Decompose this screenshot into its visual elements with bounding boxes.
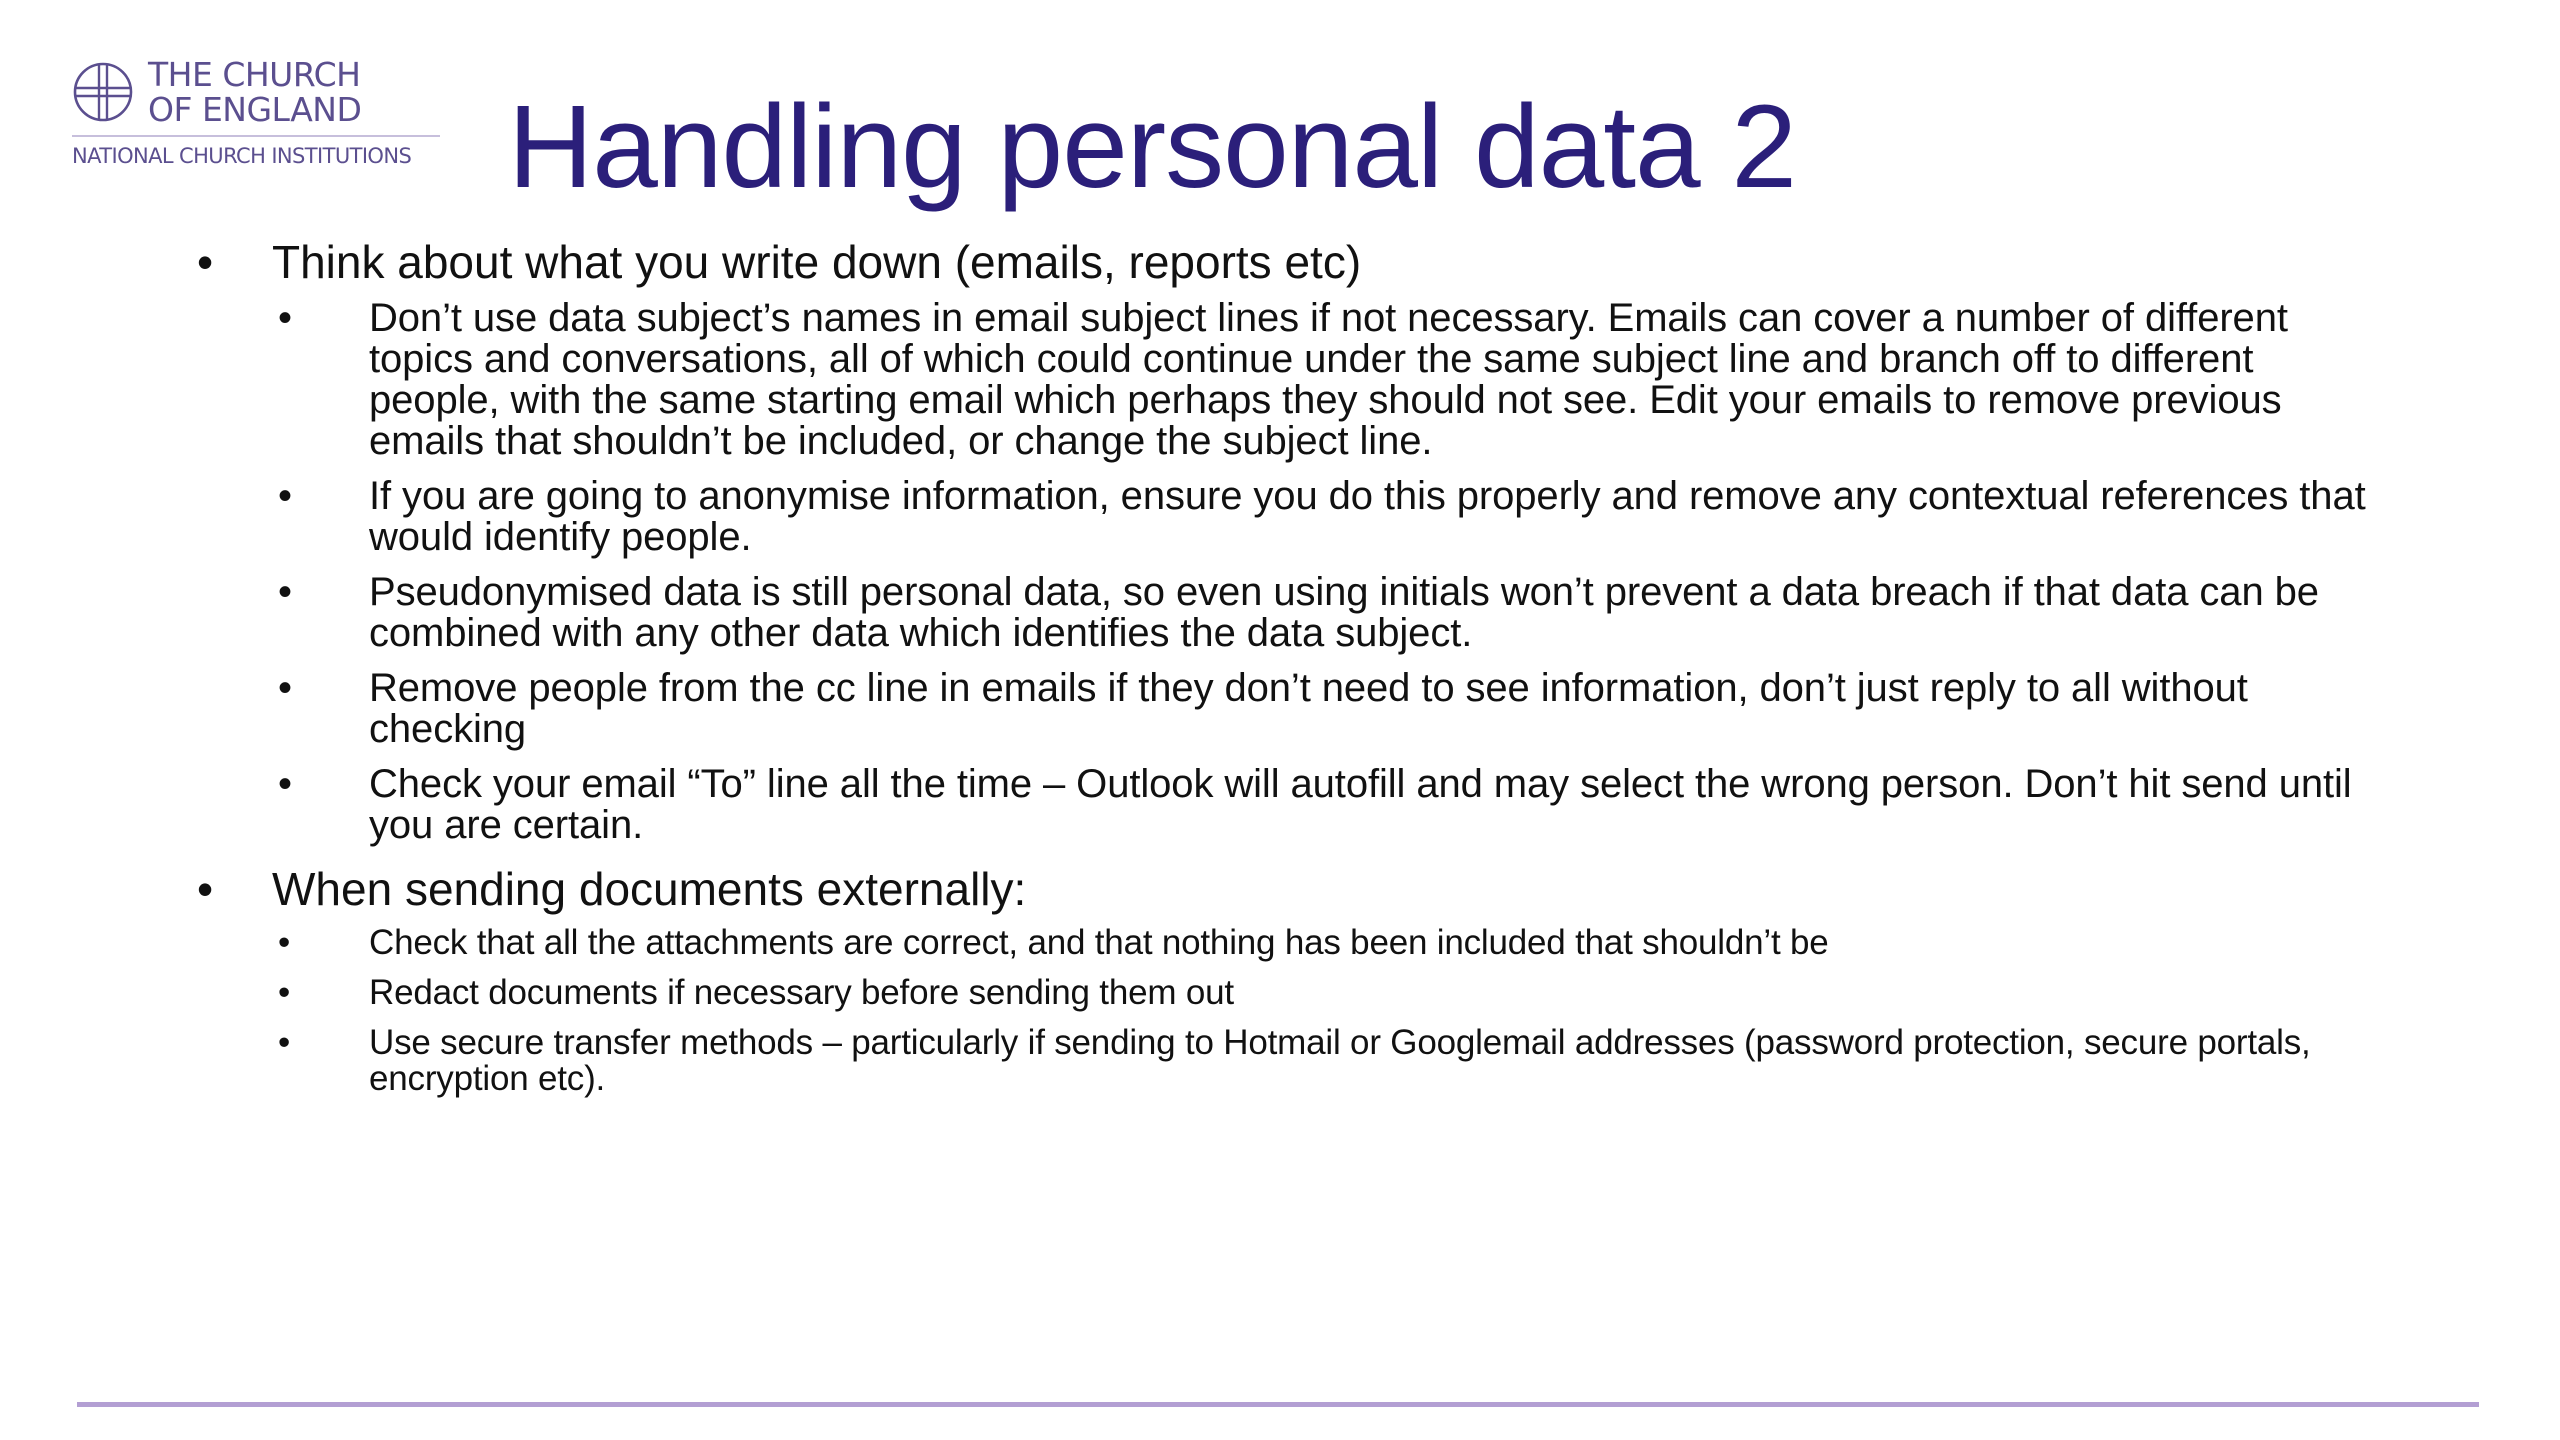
sub-bullet-item <box>272 1025 2390 1097</box>
bullet-dot-icon: • <box>278 923 291 962</box>
sub-bullet-item <box>272 975 2390 1011</box>
sub-bullet-text: Pseudonymised data is still personal data, so even using initials won’t prevent a data breach if that data can be combined with any other data which identifies the data subject. <box>369 570 2319 655</box>
bullet-dot-icon: • <box>278 474 292 518</box>
sub-bullet-text: Use secure transfer methods – particularly if sending to Hotmail or Googlemail addresses (password protection, secure portals, encryption etc). <box>369 1023 2311 1098</box>
sub-bullet-item <box>272 668 2390 750</box>
logo-text-line1: THE CHURCH <box>148 55 361 94</box>
sub-bullet-text: Check your email “To” line all the time – Outlook will autofill and may select the wrong person. Don’t hit send until you are certain. <box>369 762 2352 847</box>
sub-bullet-text: If you are going to anonymise information, ensure you do this properly and remove any contextual references that would identify people. <box>369 474 2366 559</box>
bullet-dot-icon: • <box>278 666 292 710</box>
sub-bullet-list <box>272 298 2390 846</box>
sub-bullet-text: Redact documents if necessary before sending them out <box>369 973 1234 1012</box>
bullet-text: When sending documents externally: <box>272 863 1027 915</box>
logo-subtitle: NATIONAL CHURCH INSTITUTIONS <box>72 144 412 168</box>
footer-accent-rule <box>77 1402 2479 1407</box>
sub-bullet-item <box>272 476 2390 558</box>
bullet-dot-icon: • <box>197 863 214 915</box>
sub-bullet-text: Don’t use data subject’s names in email subject lines if not necessary. Emails can cover a number of different topics and conversations, all of which could continue under the same subject line and branch off to different people, with the same starting email which perhaps they should not see. Edit your emails to remove previous emails that shouldn’t be included, or change the subject line. <box>369 296 2288 463</box>
bullet-list <box>190 237 2390 1097</box>
sub-bullet-item <box>272 764 2390 846</box>
sub-bullet-item <box>272 925 2390 961</box>
sub-bullet-item <box>272 298 2390 462</box>
church-of-england-logo <box>72 55 452 178</box>
sub-bullet-text: Check that all the attachments are correct, and that nothing has been included that shouldn’t be <box>369 923 1829 962</box>
bullet-item <box>190 864 2390 1097</box>
sub-bullet-text: Remove people from the cc line in emails if they don’t need to see information, don’t just reply to all without checking <box>369 666 2248 751</box>
slide-content <box>190 237 2390 1115</box>
bullet-dot-icon: • <box>197 236 214 288</box>
sub-bullet-item <box>272 572 2390 654</box>
cross-emblem-icon <box>72 61 134 123</box>
bullet-item <box>190 237 2390 846</box>
bullet-text: Think about what you write down (emails, reports etc) <box>272 236 1362 288</box>
bullet-dot-icon: • <box>278 762 292 806</box>
sub-bullet-list <box>272 925 2390 1097</box>
bullet-dot-icon: • <box>278 570 292 614</box>
bullet-dot-icon: • <box>278 973 291 1012</box>
slide-title: Handling personal data 2 <box>508 81 1797 213</box>
bullet-dot-icon: • <box>278 1023 291 1062</box>
bullet-dot-icon: • <box>278 296 292 340</box>
logo-divider <box>72 135 440 137</box>
logo-text-line2: OF ENGLAND <box>148 90 362 129</box>
